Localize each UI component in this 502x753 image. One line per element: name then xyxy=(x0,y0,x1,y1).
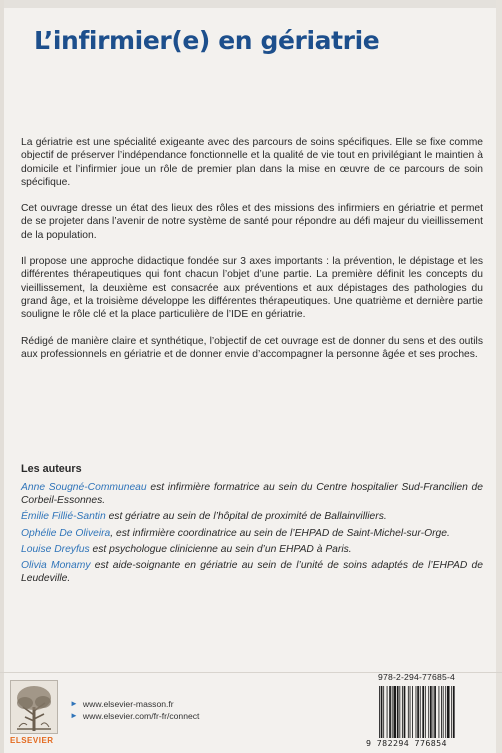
barcode-bar xyxy=(389,686,391,738)
barcode-bar xyxy=(441,686,442,738)
barcode-bar xyxy=(381,686,383,738)
author-entry xyxy=(21,510,483,523)
authors-list xyxy=(21,481,483,588)
author-entry xyxy=(21,527,483,540)
barcode-bar xyxy=(422,686,424,738)
publisher-links xyxy=(70,698,199,722)
barcode-bar xyxy=(443,686,444,738)
paragraph: Rédigé de manière claire et synthétique, l’objectif de cet ouvrage est de donner du sens et des outils aux professionnels en gériatrie et de donner envie d’accompagner la personne âgée et ses proches. xyxy=(21,335,483,360)
author-name: Louise Dreyfus xyxy=(21,543,90,555)
barcode-bar xyxy=(453,686,455,738)
connect-url[interactable]: www.elsevier.com/fr-fr/connect xyxy=(82,711,200,721)
author-bio: est aide-soignante en gériatrie au sein de l’unité de soins adaptés de l’EHPAD de Leudeville. xyxy=(21,560,483,585)
barcode-bar xyxy=(416,686,417,738)
author-name: Olivia Monamy xyxy=(21,560,91,572)
url-row xyxy=(70,710,199,722)
arrow-right-icon: ► xyxy=(70,699,78,708)
barcode-bar xyxy=(383,686,384,738)
paragraph: Cet ouvrage dresse un état des lieux des rôles et des missions des infirmiers en gériatrie et permet de se projeter dans l’avenir de notre système de santé pour répondre au défi majeur du vieillissement de la population. xyxy=(21,203,483,241)
barcode-bar xyxy=(430,686,432,738)
publisher-url[interactable]: www.elsevier-masson.fr xyxy=(82,699,174,709)
author-bio: est infirmière formatrice au sein du Centre hospitalier Sud-Francilien de Corbeil-Essonnes. xyxy=(21,482,483,507)
barcode-bar xyxy=(417,686,419,738)
barcode-bar xyxy=(451,686,452,738)
barcode-bar xyxy=(447,686,450,738)
author-name: Émilie Fillié-Santin xyxy=(21,511,106,523)
barcode-bar xyxy=(434,686,436,738)
top-shade xyxy=(0,0,502,8)
barcode-bar xyxy=(404,686,406,738)
barcode-bar xyxy=(397,686,399,738)
arrow-right-icon: ► xyxy=(70,711,78,720)
author-name: Anne Sougné-Communeau xyxy=(21,482,147,493)
barcode-bar xyxy=(399,686,400,738)
author-name: Ophélie De Oliveira xyxy=(21,527,111,539)
isbn: 978-2-294-77685-4 xyxy=(378,672,455,682)
author-entry xyxy=(21,481,483,507)
url-row xyxy=(70,698,199,710)
barcode-number: 9 782294 776854 xyxy=(366,738,447,748)
author-bio: est psychologue clinicienne au sein d’un EHPAD à Paris. xyxy=(89,543,352,555)
barcode-bar xyxy=(425,686,426,738)
barcode-bar xyxy=(445,686,446,738)
barcode-bar xyxy=(433,686,434,738)
left-edge xyxy=(0,0,4,753)
barcode-bar xyxy=(439,686,440,738)
author-bio: est gériatre au sein de l’hôpital de proximité de Ballainvilliers. xyxy=(105,511,387,523)
barcode-bar xyxy=(379,686,380,738)
paragraph: Il propose une approche didactique fondée sur 3 axes importants : la prévention, le dépistage et les différentes thérapeutiques qui font chacun l’objet d’une partie. La première définit les concepts du vieillissement, la deuxième est consacrée aux préventions et aux dépistages des pathologies du grand âge, et la troisième développe les différentes thérapeutiques. Une quatrième et dernière partie souligne le rôle clé et la place particulière de l’IDE en gériatrie. xyxy=(21,256,483,321)
author-entry xyxy=(21,543,483,556)
authors-heading: Les auteurs xyxy=(21,463,82,475)
barcode-bar xyxy=(408,686,409,738)
author-bio: , est infirmière coordinatrice au sein de l’EHPAD de Saint-Michel-sur-Orge. xyxy=(110,527,450,539)
barcode-bar xyxy=(412,686,413,738)
barcode-bar xyxy=(420,686,421,738)
paragraph: La gériatrie est une spécialité exigeante avec des parcours de soins spécifiques. Elle se fixe comme objectif de préserver l’indépendance fonctionnelle et la qualité de vie tout en privilégiant le maintien à domicile et l’infirmier joue un rôle de premier plan dans la mise en œuvre de ce parcours de soin spécifique. xyxy=(21,137,483,188)
publisher-name: ELSEVIER xyxy=(10,736,54,745)
barcode-bar xyxy=(410,686,411,738)
right-edge xyxy=(496,0,502,753)
barcode-bar xyxy=(402,686,403,738)
page-title: L’infirmier(e) en gériatrie xyxy=(34,26,380,55)
elsevier-tree-logo-icon xyxy=(10,680,58,734)
barcode-bar xyxy=(387,686,388,738)
author-entry xyxy=(21,559,483,585)
tree-logo-graphic xyxy=(11,681,57,733)
barcode-bar xyxy=(393,686,396,738)
barcode-bar xyxy=(392,686,393,738)
barcode-bar xyxy=(428,686,429,738)
barcode xyxy=(378,686,484,738)
description xyxy=(21,136,483,374)
